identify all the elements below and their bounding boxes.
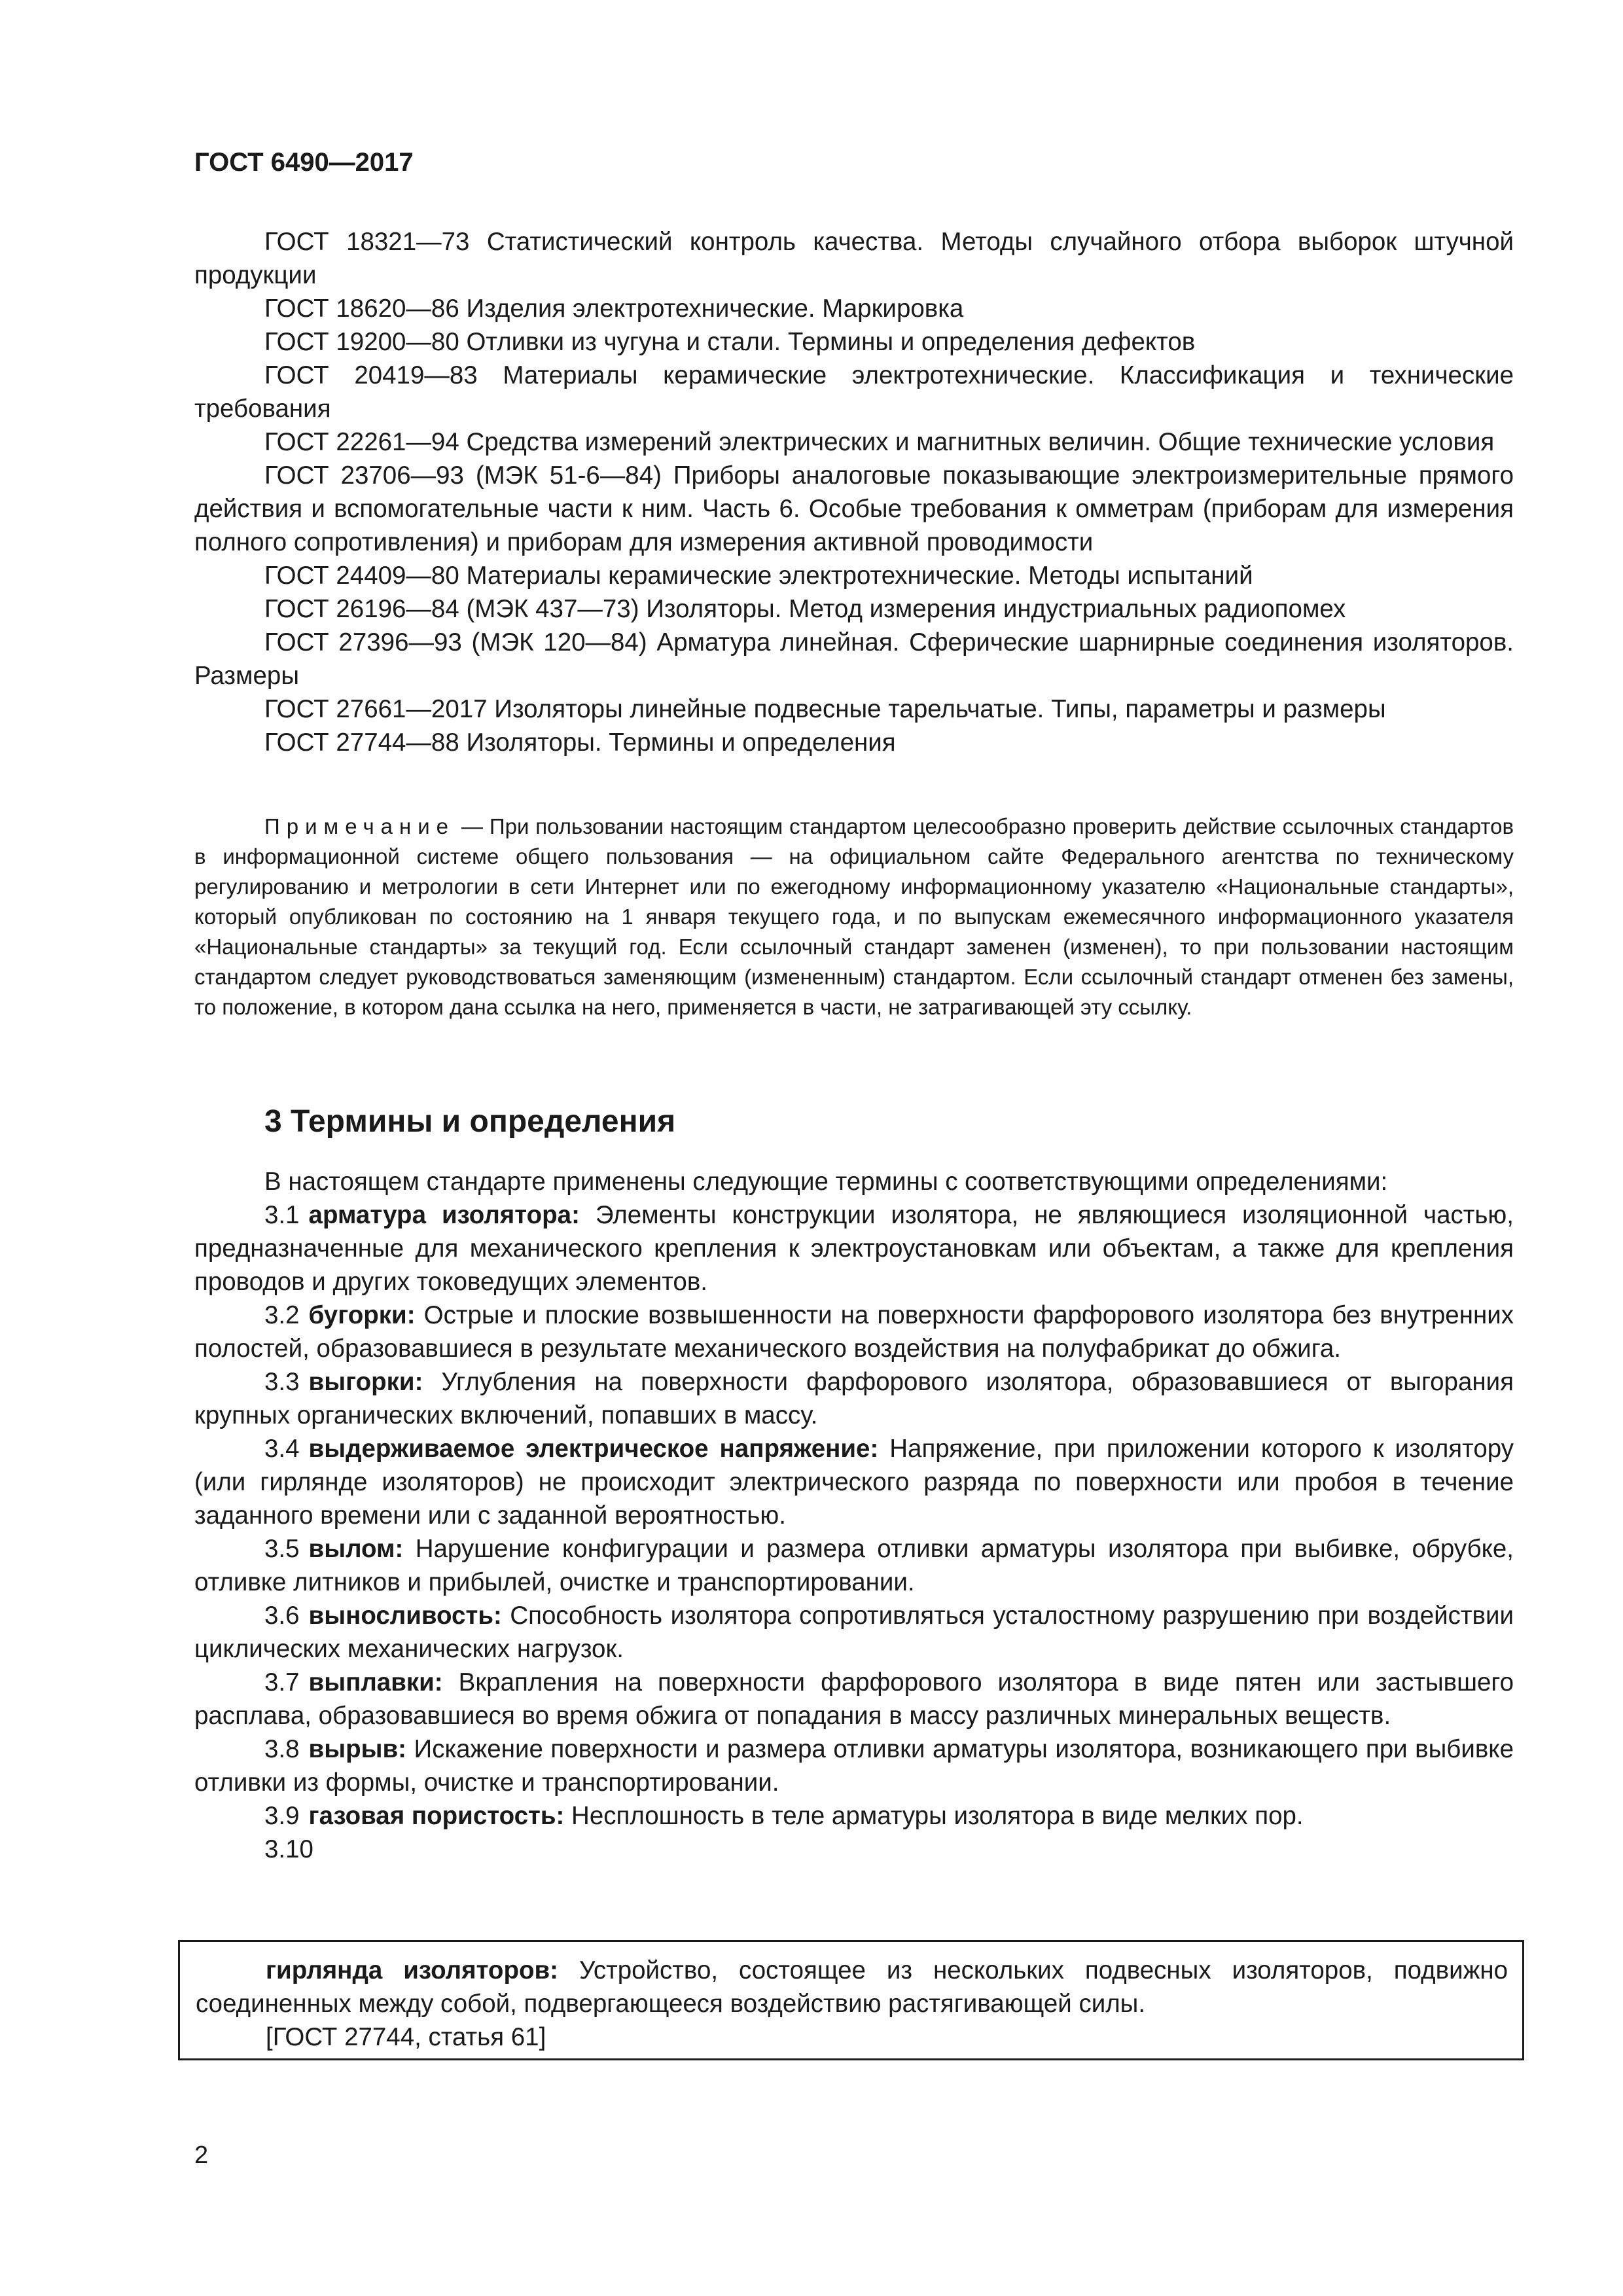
term-definition: Вкрапления на поверхности фарфорового изолятора в виде пятен или застывшего расплава, образовавшиеся во время обжига от попадания в массу различных минеральных веществ. [194, 1668, 1514, 1730]
reference-item: ГОСТ 27396—93 (МЭК 120—84) Арматура линейная. Сферические шарнирные соединения изоляторов. Размеры [194, 628, 1514, 690]
term-name: выносливость: [308, 1602, 502, 1630]
reference-item: ГОСТ 23706—93 (МЭК 51-6—84) Приборы аналоговые показывающие электроизмерительные прямого действия и вспомогательные части к ним. Часть 6. Особые требования к омметрам (приборам для измерения полного сопротивления) и приборам для измерения активной проводимости [194, 461, 1514, 556]
section-heading: 3 Термины и определения [264, 1104, 676, 1139]
term-name: вылом: [308, 1535, 404, 1563]
term-number-310: 3.10 [264, 1835, 313, 1863]
term-name: бугорки: [308, 1301, 416, 1329]
term-number: 3.7 [264, 1668, 300, 1696]
term-entry [194, 1666, 1514, 1732]
normative-references-list [194, 225, 1514, 759]
term-entry [194, 1198, 1514, 1299]
term-entry [194, 1599, 1514, 1666]
term-number: 3.2 [264, 1301, 300, 1329]
term-name: выплавки: [308, 1668, 443, 1696]
quoted-term-box [178, 1940, 1524, 2060]
term-definition: Напряжение, при приложении которого к изолятору (или гирлянде изоляторов) не происходит электрического разряда по поверхности или пробоя в течение заданного времени или с заданной вероятностью. [194, 1435, 1514, 1530]
terms-list [194, 1165, 1514, 1866]
reference-item: ГОСТ 18321—73 Статистический контроль качества. Методы случайного отбора выборок штучной продукции [194, 228, 1514, 289]
term-entry [194, 1799, 1514, 1833]
term-definition: Острые и плоские возвышенности на поверхности фарфорового изолятора без внутренних полостей, образовавшиеся в результате механического воздействия на полуфабрикат до обжига. [194, 1301, 1514, 1363]
term-number: 3.3 [264, 1368, 300, 1396]
section-intro: В настоящем стандарте применены следующие термины с соответствующими определениями: [264, 1168, 1388, 1196]
reference-item: ГОСТ 26196—84 (МЭК 437—73) Изоляторы. Метод измерения индустриальных радиопомех [264, 595, 1346, 623]
term-number: 3.4 [264, 1435, 300, 1463]
reference-item: ГОСТ 20419—83 Материалы керамические электротехнические. Классификация и технические требования [194, 361, 1514, 423]
reference-item: ГОСТ 24409—80 Материалы керамические электротехнические. Методы испытаний [264, 562, 1253, 590]
term-number: 3.8 [264, 1735, 300, 1763]
note-paragraph [194, 812, 1514, 1022]
reference-item: ГОСТ 27661—2017 Изоляторы линейные подвесные тарельчатые. Типы, параметры и размеры [264, 695, 1386, 723]
page-number: 2 [194, 2142, 209, 2169]
term-name: вырыв: [308, 1735, 406, 1763]
term-name: выгорки: [308, 1368, 423, 1396]
term-number: 3.6 [264, 1602, 300, 1630]
reference-item: ГОСТ 19200—80 Отливки из чугуна и стали. Термины и определения дефектов [264, 328, 1196, 356]
term-definition: Нарушение конфигурации и размера отливки арматуры изолятора при выбивке, обрубке, отливке литников и прибылей, очистке и транспортировании. [194, 1535, 1514, 1596]
term-entry [194, 1432, 1514, 1532]
term-definition: Способность изолятора сопротивляться усталостному разрушению при воздействии циклических механических нагрузок. [194, 1602, 1514, 1663]
term-number: 3.5 [264, 1535, 300, 1563]
term-definition: Элементы конструкции изолятора, не являющиеся изоляционной частью, предназначенные для механического крепления к электроустановкам или объектам, а также для крепления проводов и других токоведущих элементов. [194, 1201, 1514, 1296]
note-label: Примечание [264, 814, 455, 838]
term-entry [194, 1299, 1514, 1365]
term-definition: Устройство, состоящее из нескольких подвесных изоляторов, подвижно соединенных между собой, подвергающееся воздействию растягивающей силы. [196, 1956, 1508, 2018]
note-text: — При пользовании настоящим стандартом целесообразно проверить действие ссылочных стандартов в информационной системе общего пользования — на официальном сайте Федерального агентства по техническому регулированию и метрологии в сети Интернет или по ежегодному информационному указателю «Национальные стандарты», который опубликован по состоянию на 1 января текущего года, и по выпускам ежемесячного информационного указателя «Национальные стандарты» за текущий год. Если ссылочный стандарт заменен (изменен), то при пользовании настоящим стандартом следует руководствоваться заменяющим (измененным) стандартом. Если ссылочный стандарт отменен без замены, то положение, в котором дана ссылка на него, применяется в части, не затрагивающей эту ссылку. [194, 814, 1514, 1019]
term-definition: Углубления на поверхности фарфорового изолятора, образовавшиеся от выгорания крупных органических включений, попавших в массу. [194, 1368, 1514, 1429]
term-name: выдерживаемое электрическое напряжение: [308, 1435, 879, 1463]
term-entry [194, 1365, 1514, 1432]
term-name: гирлянда изоляторов: [266, 1956, 558, 1984]
reference-item: ГОСТ 18620—86 Изделия электротехнические. Маркировка [264, 295, 964, 323]
term-definition: Искажение поверхности и размера отливки арматуры изолятора, возникающего при выбивке отливки из формы, очистке и транспортировании. [194, 1735, 1514, 1797]
term-definition: Несплошность в теле арматуры изолятора в виде мелких пор. [564, 1802, 1304, 1830]
term-name: газовая пористость: [308, 1802, 565, 1830]
term-entry [194, 1532, 1514, 1599]
reference-item: ГОСТ 22261—94 Средства измерений электрических и магнитных величин. Общие технические условия [264, 428, 1495, 456]
term-source-reference: [ГОСТ 27744, статья 61] [266, 2023, 546, 2051]
term-number: 3.1 [264, 1201, 300, 1229]
reference-item: ГОСТ 27744—88 Изоляторы. Термины и определения [264, 728, 896, 757]
term-entry [194, 1732, 1514, 1799]
term-number: 3.9 [264, 1802, 300, 1830]
term-name: арматура изолятора: [308, 1201, 580, 1229]
document-code-header: ГОСТ 6490—2017 [194, 148, 414, 177]
boxed-term-entry [196, 1954, 1508, 2020]
